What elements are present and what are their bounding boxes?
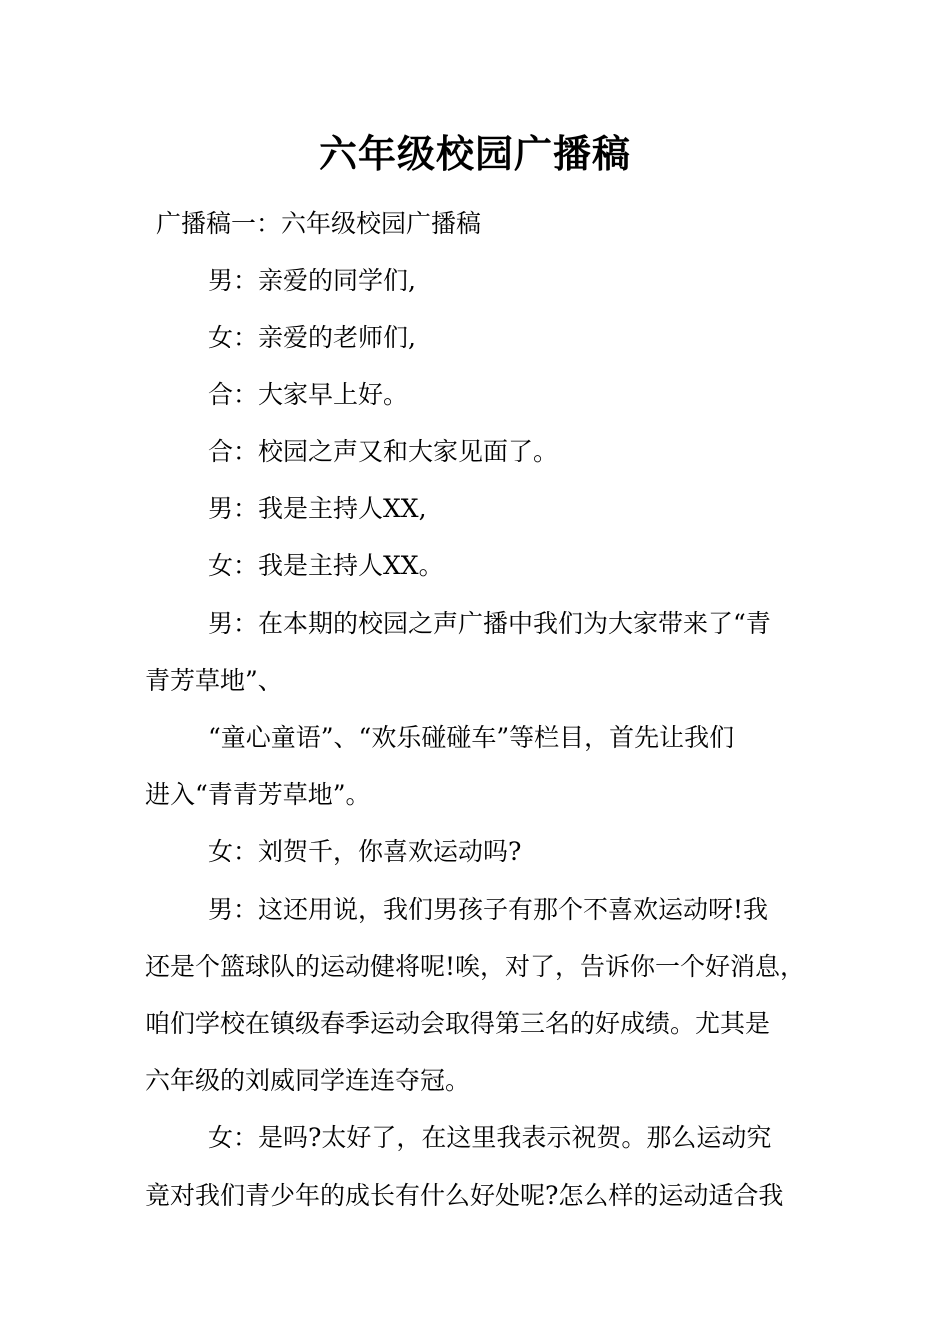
paragraph-line: 女：刘贺千，你喜欢运动吗? (208, 837, 522, 866)
paragraph-line: 男：这还用说，我们男孩子有那个不喜欢运动呀!我 (208, 895, 769, 924)
paragraph-line: 女：亲爱的老师们, (208, 323, 416, 352)
paragraph-line: 咱们学校在镇级春季运动会取得第三名的好成绩。尤其是 (145, 1009, 771, 1038)
paragraph-line: 六年级的刘威同学连连夺冠。 (145, 1066, 471, 1095)
paragraph-line: 竟对我们青少年的成长有什么好处呢?怎么样的运动适合我 (145, 1181, 784, 1210)
paragraph-line: 男：我是主持人XX, (208, 494, 427, 523)
paragraph-line: 合：校园之声又和大家见面了。 (208, 437, 559, 466)
paragraph-line: 青芳草地”、 (145, 666, 283, 695)
paragraph-line: 男：在本期的校园之声广播中我们为大家带来了“青 (208, 609, 771, 638)
paragraph-line: “童心童语”、“欢乐碰碰车”等栏目，首先让我们 (208, 723, 735, 752)
paragraph-line: 女：我是主持人XX。 (208, 551, 444, 580)
document-title: 六年级校园广播稿 (318, 131, 631, 176)
section-heading: 广播稿一：六年级校园广播稿 (156, 209, 482, 238)
paragraph-line: 还是个篮球队的运动健将呢!唉，对了，告诉你一个好消息， (145, 952, 806, 981)
paragraph-line: 男：亲爱的同学们, (208, 266, 416, 295)
paragraph-line: 女：是吗?太好了，在这里我表示祝贺。那么运动究 (208, 1123, 772, 1152)
paragraph-line: 合：大家早上好。 (208, 380, 409, 409)
paragraph-line: 进入“青青芳草地”。 (145, 780, 371, 809)
